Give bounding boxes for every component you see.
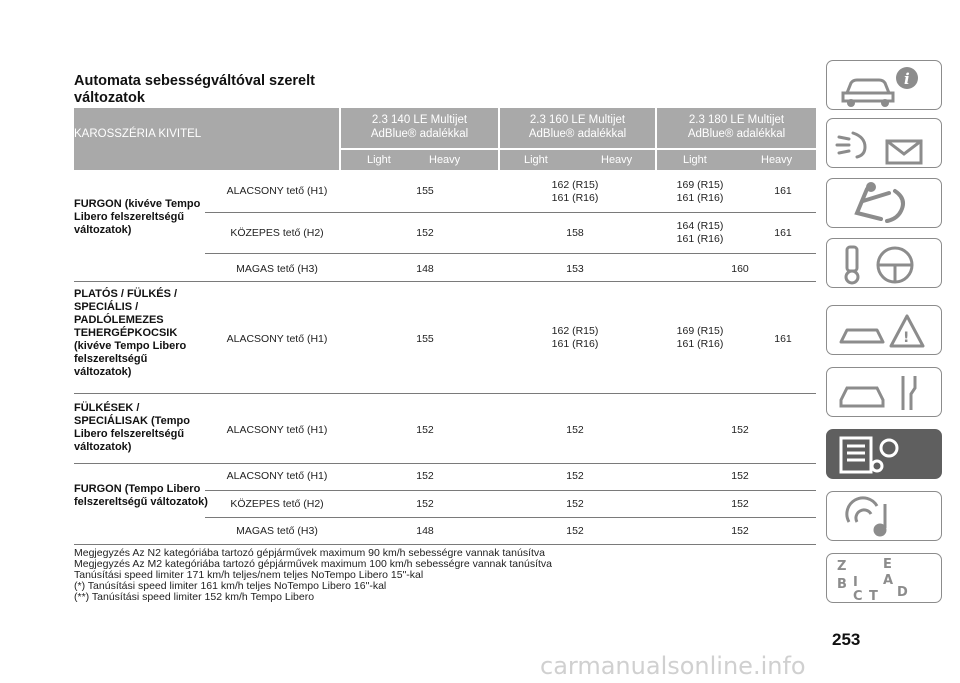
multimedia-icon: [827, 492, 943, 542]
value-cell: 152: [566, 525, 584, 537]
section-divider: [74, 544, 816, 545]
row-divider: [205, 517, 816, 518]
header-body-type-label: KAROSSZÉRIA KIVITEL: [74, 108, 339, 170]
key-steering-wheel-icon: [827, 239, 943, 289]
header-sub-180: [657, 150, 816, 170]
svg-text:i: i: [904, 70, 910, 88]
body-type-cabs-specials: FÜLKÉSEK / SPECIÁLISAK (Tempo Libero felszereltségű változatok): [74, 402, 190, 453]
chapter-tab-maintenance[interactable]: [826, 367, 942, 417]
chapter-tab-emergency[interactable]: [826, 305, 942, 355]
header-engine-140: [341, 108, 498, 148]
roof-label: KÖZEPES tető (H2): [230, 227, 324, 239]
value-cell: 152: [731, 525, 749, 537]
header-engine-160-line2: AdBlue® adalékkal: [528, 128, 627, 140]
value-cell: 162 (R15) 161 (R16): [551, 179, 599, 204]
page-number: 253: [832, 630, 861, 649]
seat-airbag-icon: [827, 179, 943, 229]
chapter-tab-multimedia[interactable]: [826, 491, 942, 541]
value-cell: 169 (R15) 161 (R16): [676, 325, 724, 350]
header-heavy-140: Heavy: [429, 154, 461, 166]
header-light-160: Light: [524, 154, 548, 166]
value-cell: 164 (R15) 161 (R16): [676, 220, 724, 245]
section-divider: [74, 463, 816, 464]
car-hazard-icon: [827, 306, 943, 356]
header-light-180: Light: [683, 154, 707, 166]
header-engine-180-line1: 2.3 180 LE Multijet: [688, 114, 785, 126]
value-cell: 148: [416, 525, 434, 537]
value-cell: 152: [731, 498, 749, 510]
index-letter: T: [869, 589, 878, 604]
note-line: (*) Tanúsítási speed limiter 161 km/h teljes NoTempo Libero 16"-kal: [74, 580, 387, 592]
value-cell: 153: [566, 263, 584, 275]
header-engine-180: [657, 108, 816, 148]
index-letters-icon: [827, 554, 943, 604]
value-cell: 152: [731, 470, 749, 482]
car-info-icon: [827, 61, 943, 111]
note-line: (**) Tanúsítási speed limiter 152 km/h Tempo Libero: [74, 591, 315, 603]
value-cell: 152: [731, 424, 749, 436]
lights-message-icon: [827, 119, 943, 169]
value-cell: 148: [416, 263, 434, 275]
row-divider: [205, 212, 816, 213]
header-engine-140-line1: 2.3 140 LE Multijet: [371, 114, 468, 126]
row-divider: [205, 490, 816, 491]
index-letter: Z: [837, 559, 847, 574]
header-engine-140-line2: AdBlue® adalékkal: [370, 128, 469, 140]
index-letter: A: [883, 573, 894, 588]
value-cell: 155: [416, 185, 434, 197]
header-heavy-180: Heavy: [761, 154, 793, 166]
roof-label: MAGAS tető (H3): [236, 263, 318, 275]
roof-label: ALACSONY tető (H1): [226, 424, 328, 436]
value-cell: 152: [566, 498, 584, 510]
value-cell: 152: [566, 470, 584, 482]
body-type-furgon: FURGON (kivéve Tempo Libero felszereltségű változatok): [74, 198, 201, 236]
value-cell: 152: [566, 424, 584, 436]
value-cell: 162 (R15) 161 (R16): [551, 325, 599, 350]
header-sub-160: [500, 150, 655, 170]
section-divider: [74, 393, 816, 394]
value-cell: 152: [416, 470, 434, 482]
index-letter: E: [883, 557, 892, 572]
roof-label: ALACSONY tető (H1): [226, 333, 328, 345]
chapter-tab-index[interactable]: [826, 553, 942, 603]
value-cell: 169 (R15) 161 (R16): [676, 179, 724, 204]
value-cell: 161: [774, 227, 792, 239]
watermark: carmanualsonline.info: [540, 652, 806, 680]
value-cell: 161: [774, 333, 792, 345]
roof-label: ALACSONY tető (H1): [226, 470, 328, 482]
chapter-tab-technical-data[interactable]: [826, 429, 942, 479]
value-cell: 155: [416, 333, 434, 345]
chapter-tab-safety[interactable]: [826, 178, 942, 228]
index-letter: C: [853, 589, 863, 604]
header-engine-160-line1: 2.3 160 LE Multijet: [529, 114, 626, 126]
body-type-furgon-tempo: FURGON (Tempo Libero felszereltségű változatok): [74, 483, 208, 508]
header-sub-140: [341, 150, 498, 170]
header-heavy-160: Heavy: [601, 154, 633, 166]
value-cell: 152: [416, 498, 434, 510]
chapter-tab-starting-driving[interactable]: [826, 238, 942, 288]
value-cell: 152: [416, 227, 434, 239]
note-line: Megjegyzés Az N2 kategóriába tartozó gépjárművek maximum 90 km/h sebességre vannak tanúsítva: [74, 547, 545, 559]
car-tools-icon: [827, 368, 943, 418]
value-cell: 152: [416, 424, 434, 436]
index-letter: I: [853, 575, 858, 590]
chapter-tab-lights-messages[interactable]: [826, 118, 942, 168]
value-cell: 158: [566, 227, 584, 239]
roof-label: KÖZEPES tető (H2): [230, 498, 324, 510]
chapter-tab-car-info[interactable]: [826, 60, 942, 110]
row-divider: [205, 253, 816, 254]
index-letter: B: [837, 577, 847, 592]
value-cell: 160: [731, 263, 749, 275]
note-line: Megjegyzés Az M2 kategóriába tartozó gépjárművek maximum 100 km/h sebességre vannak tanúsítva: [74, 558, 552, 570]
index-letter: D: [897, 585, 908, 600]
page-title: Automata sebességváltóval szerelt változatok: [74, 73, 315, 106]
roof-label: MAGAS tető (H3): [236, 525, 318, 537]
svg-text:!: !: [903, 330, 910, 346]
section-divider: [74, 281, 816, 282]
roof-label: ALACSONY tető (H1): [226, 185, 328, 197]
note-line: Tanúsítási speed limiter 171 km/h teljes/nem teljes NoTempo Libero 15"-kal: [74, 569, 424, 581]
value-cell: 161: [774, 185, 792, 197]
header-engine-180-line2: AdBlue® adalékkal: [687, 128, 786, 140]
technical-data-icon: [827, 430, 943, 480]
header-light-140: Light: [367, 154, 391, 166]
header-engine-160: [500, 108, 655, 148]
body-type-platform-trucks: PLATÓS / FÜLKÉS / SPECIÁLIS / PADLÓLEMEZES TEHERGÉPKOCSIK (kivéve Tempo Libero felszereltségű változatok): [74, 288, 187, 378]
